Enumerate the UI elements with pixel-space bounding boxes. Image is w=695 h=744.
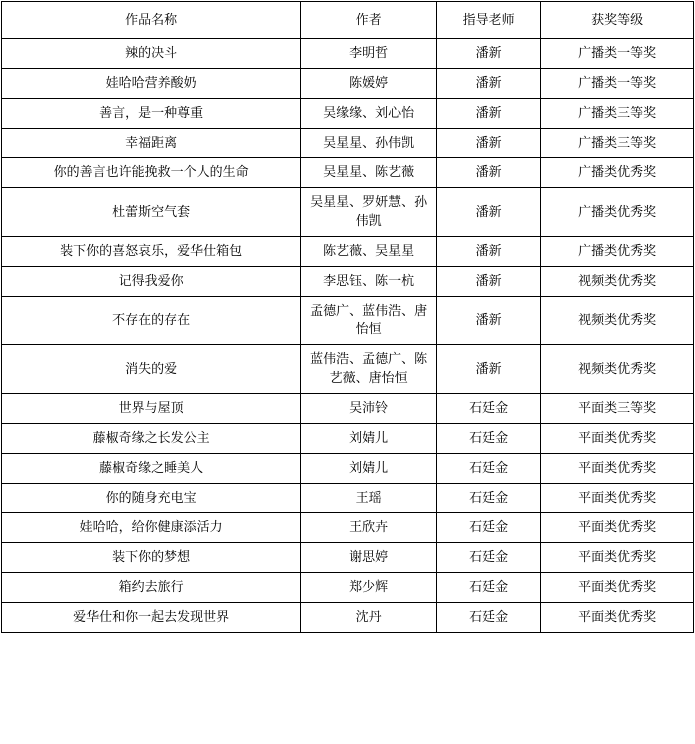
- table-row: [2, 573, 694, 603]
- table-row: [2, 68, 694, 98]
- cell-title: 装下你的喜怒哀乐，爱华仕箱包: [2, 236, 301, 266]
- cell-teacher: 潘新: [436, 266, 540, 296]
- cell-award: 广播类优秀奖: [541, 236, 694, 266]
- cell-award: 平面类优秀奖: [541, 423, 694, 453]
- cell-award: 平面类优秀奖: [541, 602, 694, 632]
- cell-author: 陈艺薇、吴星星: [301, 236, 437, 266]
- cell-teacher: 潘新: [436, 345, 540, 394]
- cell-title: 装下你的梦想: [2, 543, 301, 573]
- table-row: [2, 423, 694, 453]
- cell-title: 消失的爱: [2, 345, 301, 394]
- cell-title: 爱华仕和你一起去发现世界: [2, 602, 301, 632]
- cell-teacher: 潘新: [436, 98, 540, 128]
- cell-title: 记得我爱你: [2, 266, 301, 296]
- cell-teacher: 石廷金: [436, 602, 540, 632]
- table-row: [2, 296, 694, 345]
- cell-award: 视频类优秀奖: [541, 345, 694, 394]
- table-row: [2, 188, 694, 237]
- table-row: [2, 345, 694, 394]
- table-row: [2, 602, 694, 632]
- cell-award: 广播类三等奖: [541, 98, 694, 128]
- cell-award: 视频类优秀奖: [541, 296, 694, 345]
- cell-teacher: 潘新: [436, 236, 540, 266]
- cell-award: 视频类优秀奖: [541, 266, 694, 296]
- cell-award: 平面类优秀奖: [541, 453, 694, 483]
- cell-title: 不存在的存在: [2, 296, 301, 345]
- cell-award: 广播类三等奖: [541, 128, 694, 158]
- cell-author: 吴星星、陈艺薇: [301, 158, 437, 188]
- cell-title: 杜蕾斯空气套: [2, 188, 301, 237]
- cell-title: 世界与屋顶: [2, 393, 301, 423]
- table-header-row: [2, 2, 694, 39]
- cell-author: 蓝伟浩、孟德广、陈艺薇、唐怡恒: [301, 345, 437, 394]
- cell-teacher: 石廷金: [436, 483, 540, 513]
- table-body: [2, 39, 694, 633]
- column-header-title: 作品名称: [2, 2, 301, 39]
- cell-teacher: 潘新: [436, 296, 540, 345]
- cell-title: 藤椒奇缘之睡美人: [2, 453, 301, 483]
- cell-author: 沈丹: [301, 602, 437, 632]
- cell-teacher: 石廷金: [436, 453, 540, 483]
- cell-award: 广播类一等奖: [541, 68, 694, 98]
- cell-teacher: 潘新: [436, 158, 540, 188]
- award-results-table: [1, 1, 694, 633]
- cell-author: 王瑶: [301, 483, 437, 513]
- cell-title: 娃哈哈，给你健康添活力: [2, 513, 301, 543]
- column-header-teacher: 指导老师: [436, 2, 540, 39]
- cell-award: 平面类优秀奖: [541, 573, 694, 603]
- column-header-award: 获奖等级: [541, 2, 694, 39]
- cell-award: 广播类优秀奖: [541, 158, 694, 188]
- table-row: [2, 158, 694, 188]
- table-row: [2, 266, 694, 296]
- cell-teacher: 石廷金: [436, 513, 540, 543]
- cell-teacher: 潘新: [436, 128, 540, 158]
- column-header-author: 作者: [301, 2, 437, 39]
- cell-title: 幸福距离: [2, 128, 301, 158]
- cell-title: 箱约去旅行: [2, 573, 301, 603]
- cell-teacher: 潘新: [436, 68, 540, 98]
- cell-title: 你的善言也许能挽救一个人的生命: [2, 158, 301, 188]
- table-header: [2, 2, 694, 39]
- cell-title: 你的随身充电宝: [2, 483, 301, 513]
- table-row: [2, 128, 694, 158]
- cell-teacher: 潘新: [436, 188, 540, 237]
- cell-award: 平面类三等奖: [541, 393, 694, 423]
- table-row: [2, 453, 694, 483]
- cell-title: 辣的决斗: [2, 39, 301, 69]
- cell-teacher: 石廷金: [436, 573, 540, 603]
- cell-author: 刘婧儿: [301, 453, 437, 483]
- cell-author: 王欣卉: [301, 513, 437, 543]
- cell-award: 广播类一等奖: [541, 39, 694, 69]
- table-row: [2, 513, 694, 543]
- cell-author: 谢思婷: [301, 543, 437, 573]
- table-row: [2, 483, 694, 513]
- cell-author: 吴星星、罗妍慧、孙伟凯: [301, 188, 437, 237]
- cell-author: 吴缘缘、刘心怡: [301, 98, 437, 128]
- table-row: [2, 39, 694, 69]
- cell-teacher: 石廷金: [436, 543, 540, 573]
- cell-author: 李思钰、陈一杭: [301, 266, 437, 296]
- cell-author: 李明哲: [301, 39, 437, 69]
- cell-teacher: 石廷金: [436, 423, 540, 453]
- cell-author: 孟德广、蓝伟浩、唐怡恒: [301, 296, 437, 345]
- table-row: [2, 543, 694, 573]
- cell-teacher: 石廷金: [436, 393, 540, 423]
- table-row: [2, 236, 694, 266]
- cell-teacher: 潘新: [436, 39, 540, 69]
- cell-award: 平面类优秀奖: [541, 483, 694, 513]
- cell-author: 陈媛婷: [301, 68, 437, 98]
- table-row: [2, 98, 694, 128]
- table-row: [2, 393, 694, 423]
- cell-title: 娃哈哈营养酸奶: [2, 68, 301, 98]
- cell-award: 平面类优秀奖: [541, 513, 694, 543]
- cell-award: 广播类优秀奖: [541, 188, 694, 237]
- cell-title: 善言，是一种尊重: [2, 98, 301, 128]
- cell-author: 郑少辉: [301, 573, 437, 603]
- cell-award: 平面类优秀奖: [541, 543, 694, 573]
- cell-author: 吴沛铃: [301, 393, 437, 423]
- cell-author: 刘婧儿: [301, 423, 437, 453]
- cell-author: 吴星星、孙伟凯: [301, 128, 437, 158]
- cell-title: 藤椒奇缘之长发公主: [2, 423, 301, 453]
